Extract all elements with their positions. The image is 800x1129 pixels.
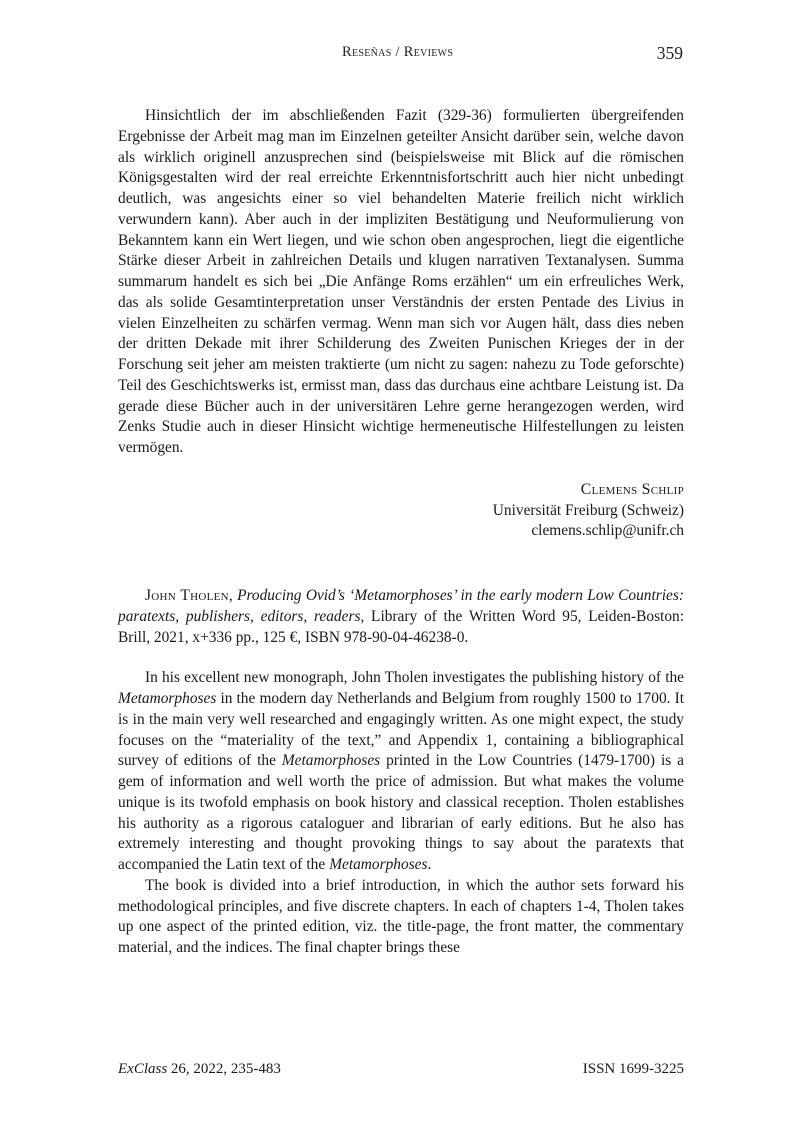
review-two-body — [118, 668, 684, 959]
italic-run: Metamorphoses — [118, 690, 217, 707]
reviewer-email: clemens.schlip@unifr.ch — [531, 522, 684, 540]
review-paragraph — [118, 668, 684, 876]
citation-title: Producing Ovid’s ‘Metamorphoses’ in the early modern Low Countries: paratexts, publishers, editors, readers — [118, 587, 684, 625]
text-run: The book is divided into a brief introduction, in which the author sets forward his methodological principles, and five discrete chapters. In each of chapters 1-4, Tholen takes up one aspect of the printed edition, viz. the title-page, the front matter, the commentary material, and the indices. The final chapter brings these — [118, 876, 684, 956]
page-number: 359 — [656, 43, 683, 63]
footer-journal-name: ExClass — [118, 1061, 168, 1077]
italic-run: Metamorphoses — [329, 856, 428, 873]
text-run: . — [427, 856, 432, 873]
citation-publication-details: , Library of the Written Word 95, Leiden-Boston: Brill, 2021, x+336 pp., 125 €, ISBN 978-90-04-46238-0. — [118, 607, 684, 646]
text-column — [118, 106, 684, 959]
reviewer-name: Clemens Schlip — [580, 480, 684, 498]
review-one-body-paragraph: Hinsichtlich der im abschließenden Fazit (329-36) formulierten übergreifenden Ergebnisse der Arbeit mag man im Einzelnen geteilter Ansicht darüber sein, welche davon als wirklich originell anzusprechen sind (beispielsweise mit Blick auf die römischen Königsgestalten wird der real erreichte Erkenntnisfortschritt auch hier nicht unbedingt deutlich, was angesichts einer so viel behandelten Materie freilich nicht wirklich verwundern kann). Aber auch in der impliziten Bestätigung und Neuformulierung von Bekanntem kann ein Wert liegen, und wie schon oben angesprochen, liegt die eigentliche Stärke dieser Arbeit in zahlreichen Details und klugen narrativen Textanalysen. Summa summarum handelt es sich bei „Die Anfänge Roms erzählen“ um ein erfreuliches Werk, das als solide Gesamtinterpretation unser Verständnis der ersten Pentade des Livius in vielen Einzelheiten zu schärfen vermag. Wenn man sich vor Augen hält, dass dies neben der dritten Dekade mit ihrer Schilderung des Zweiten Punischen Krieges der in der Forschung seit jeher am meisten traktierte (um nicht zu sagen: nahezu zu Tode geforschte) Teil des Geschichtswerks ist, ermisst man, dass das durchaus eine achtbare Leistung ist. Da gerade diese Bücher auch in der universitären Lehre gerne herangezogen werden, wird Zenks Studie auch in dieser Hinsicht wichtige hermeneutische Hilfestellungen zu leisten vermögen. — [118, 107, 684, 456]
running-head-title: Reseñas / Reviews — [342, 44, 454, 60]
footer-citation — [118, 1060, 281, 1079]
footer-issn: ISSN 1699-3225 — [582, 1061, 684, 1077]
reviewer-affiliation: Universität Freiburg (Schweiz) — [492, 501, 684, 519]
footer-journal-details: 26, 2022, 235-483 — [167, 1061, 281, 1077]
citation-author-separator: , — [228, 587, 238, 604]
text-run: in the modern day Netherlands and Belgium from roughly 1500 to 1700. It is in the main very well researched and engagingly written. As one might expect, the study focuses on the “materiality of the text,” and Appendix 1, containing a bibliographical survey of editions of the — [118, 690, 684, 770]
book-citation — [118, 586, 684, 648]
text-run: In his excellent new monograph, John Tholen investigates the publishing history of the — [145, 669, 684, 687]
running-head — [118, 44, 683, 68]
text-run: printed in the Low Countries (1479-1700) is a gem of information and well worth the price of admission. But what makes the volume unique is its twofold emphasis on book history and classical reception. Tholen establishes his authority as a rigorous cataloguer and librarian of early editions. But he also has extremely interesting and thought provoking things to say about the paratexts that accompanied the Latin text of the — [118, 752, 684, 873]
reviewer-signature — [118, 480, 684, 542]
citation-author: John Tholen — [145, 587, 229, 604]
italic-run: Metamorphoses — [281, 752, 381, 770]
review-paragraph — [118, 876, 684, 959]
